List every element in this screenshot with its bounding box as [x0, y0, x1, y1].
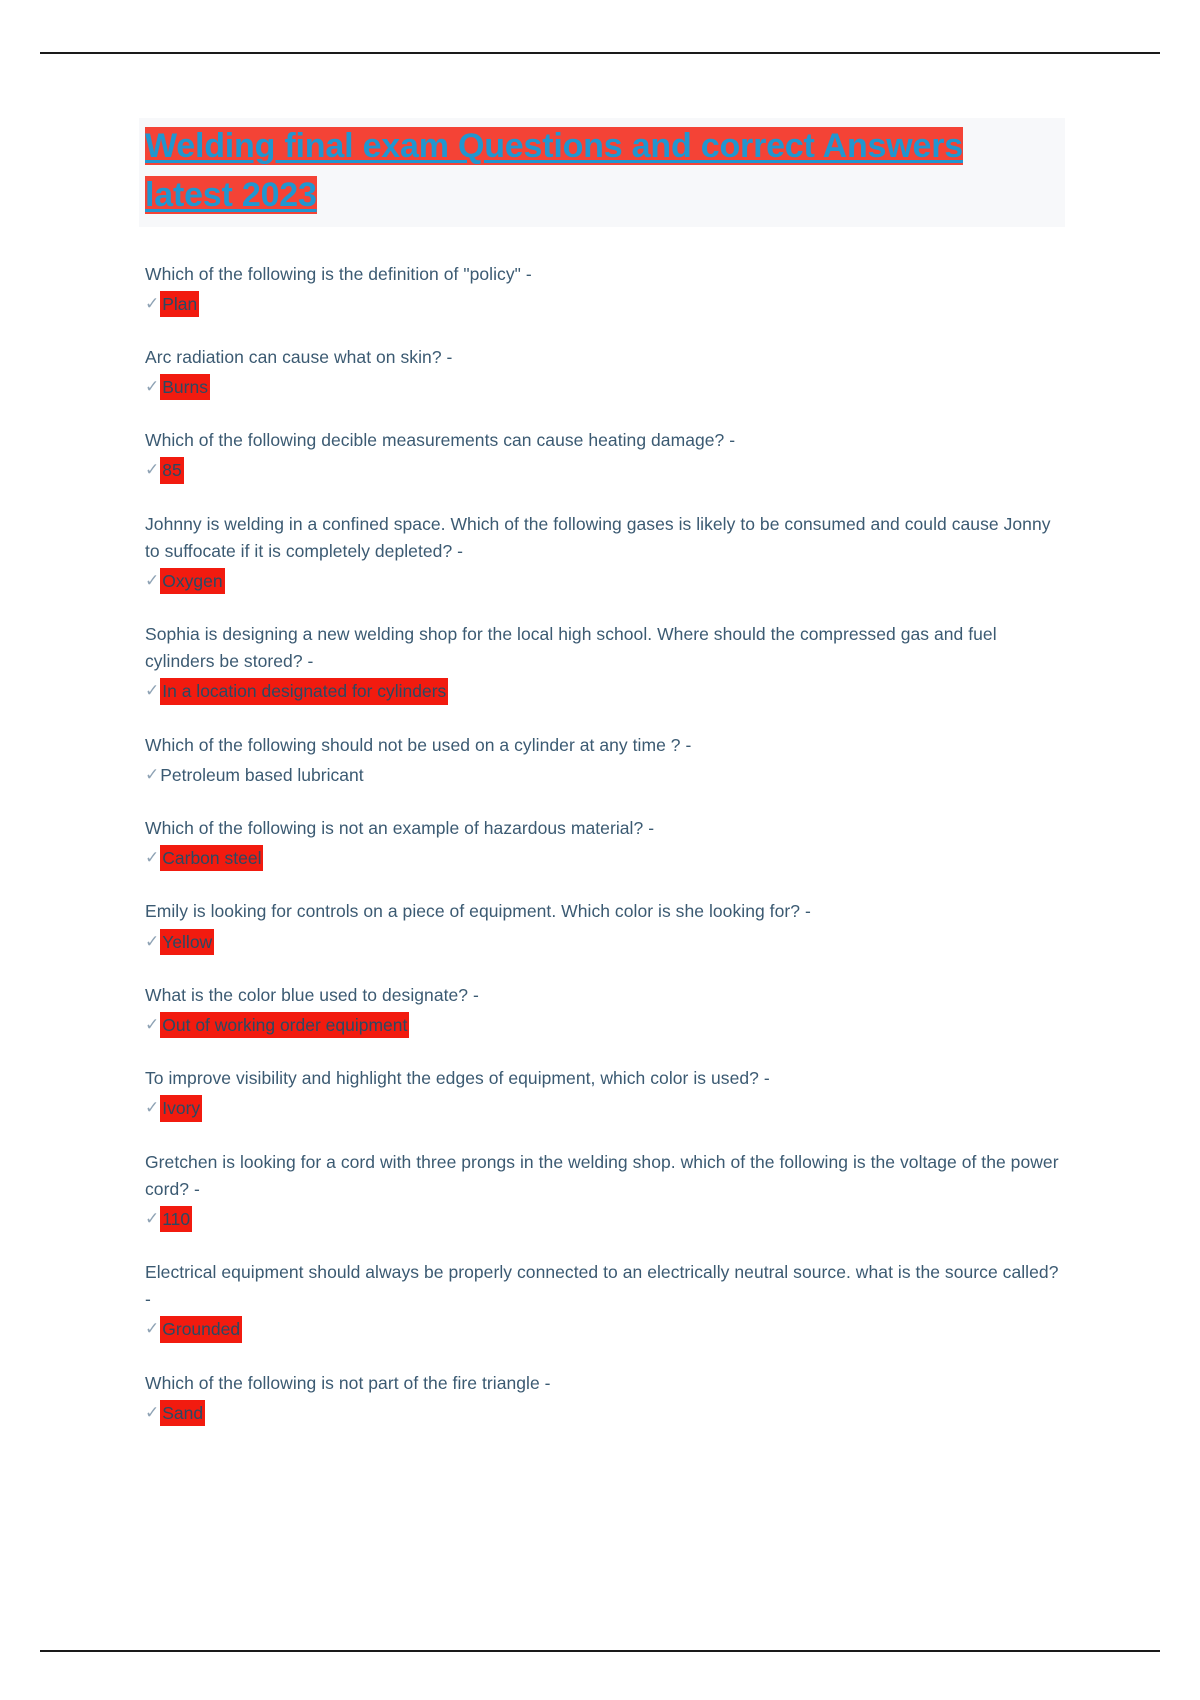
qa-item [145, 1065, 1065, 1121]
question-text: Which of the following is the definition of "policy" - [145, 263, 532, 284]
document-title-text: Welding final exam Questions and correct Answers latest 2023 [145, 127, 963, 215]
check-icon: ✓ [145, 1208, 160, 1228]
answer-line [145, 678, 1065, 704]
check-icon: ✓ [145, 1402, 160, 1422]
answer-line [145, 1400, 1065, 1426]
answer-text: Plan [160, 291, 199, 317]
qa-item [145, 261, 1065, 317]
qa-item [145, 621, 1065, 705]
question-text: Which of the following is not part of the fire triangle - [145, 1372, 551, 1393]
question-text: Emily is looking for controls on a piece of equipment. Which color is she looking for? - [145, 901, 811, 922]
check-icon: ✓ [145, 848, 160, 868]
check-icon: ✓ [145, 570, 160, 590]
answer-text: Yellow [160, 929, 214, 955]
answer-line [145, 374, 1065, 400]
qa-item [145, 427, 1065, 483]
question-text: To improve visibility and highlight the edges of equipment, which color is used? - [145, 1068, 770, 1089]
question-text: Sophia is designing a new welding shop for the local high school. Where should the compressed gas and fuel cylinders be stored? - [145, 624, 997, 672]
check-icon: ✓ [145, 293, 160, 313]
answer-text: Petroleum based lubricant [160, 764, 364, 785]
qa-item [145, 344, 1065, 400]
qa-item [145, 1149, 1065, 1233]
qa-item [145, 982, 1065, 1038]
answer-line [145, 457, 1065, 483]
qa-item [145, 1259, 1065, 1343]
page-title [139, 118, 1065, 227]
question-text: What is the color blue used to designate? - [145, 984, 479, 1005]
answer-text: 110 [160, 1206, 192, 1232]
answer-line [145, 1206, 1065, 1232]
question-text: Gretchen is looking for a cord with three prongs in the welding shop. which of the following is the voltage of the power cord? - [145, 1151, 1059, 1199]
document-content [145, 118, 1065, 1453]
answer-text: Ivory [160, 1095, 202, 1121]
answer-line [145, 291, 1065, 317]
qa-item [145, 732, 1065, 788]
check-icon: ✓ [145, 1014, 160, 1034]
question-text: Which of the following should not be used on a cylinder at any time ? - [145, 734, 692, 755]
footer-divider [40, 1650, 1160, 1652]
check-icon: ✓ [145, 931, 160, 951]
check-icon: ✓ [145, 1319, 160, 1339]
qa-item [145, 815, 1065, 871]
check-icon: ✓ [145, 377, 160, 397]
answer-text: Sand [160, 1400, 205, 1426]
question-text: Which of the following is not an example of hazardous material? - [145, 818, 655, 839]
answer-text: Grounded [160, 1316, 242, 1342]
question-text: Arc radiation can cause what on skin? - [145, 346, 453, 367]
qa-item [145, 511, 1065, 595]
answer-text: In a location designated for cylinders [160, 678, 448, 704]
question-text: Electrical equipment should always be properly connected to an electrically neutral source. what is the source called? - [145, 1262, 1059, 1310]
question-text: Johnny is welding in a confined space. Which of the following gases is likely to be consumed and could cause Jonny to suffocate if it is completely depleted? - [145, 513, 1051, 561]
qa-item [145, 898, 1065, 954]
answer-text: Out of working order equipment [160, 1012, 409, 1038]
answer-line [145, 1095, 1065, 1121]
answer-text: Oxygen [160, 568, 224, 594]
question-text: Which of the following decible measurements can cause heating damage? - [145, 430, 736, 451]
answer-line [145, 568, 1065, 594]
check-icon: ✓ [145, 1098, 160, 1118]
answer-line [145, 1012, 1065, 1038]
answer-line [145, 1316, 1065, 1342]
check-icon: ✓ [145, 460, 160, 480]
qa-item [145, 1370, 1065, 1426]
check-icon: ✓ [145, 764, 160, 784]
check-icon: ✓ [145, 681, 160, 701]
question-answer-list [145, 261, 1065, 1426]
answer-line [145, 845, 1065, 871]
header-divider [40, 52, 1160, 54]
answer-text: Burns [160, 374, 210, 400]
answer-line [145, 929, 1065, 955]
answer-text: 85 [160, 457, 183, 483]
answer-text: Carbon steel [160, 845, 263, 871]
answer-line [145, 762, 1065, 788]
